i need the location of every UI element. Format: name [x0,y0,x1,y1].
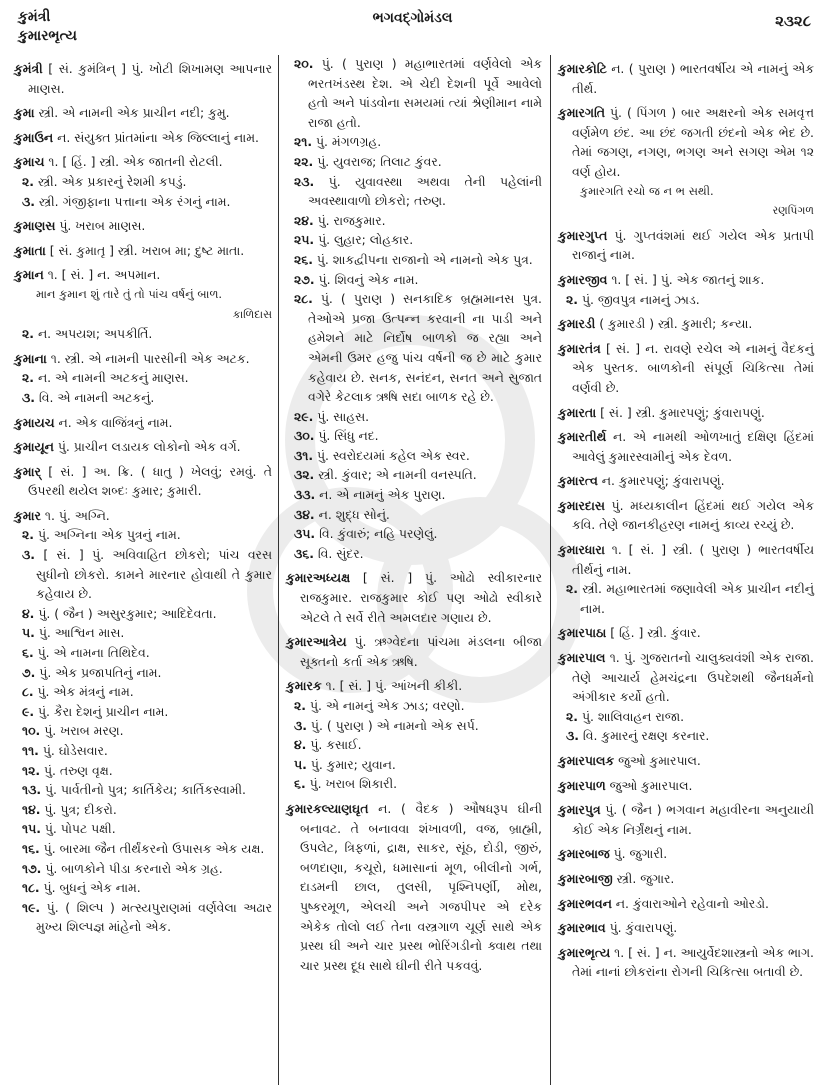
headword: કુમારપાલ [558,650,606,666]
sense [558,579,814,618]
headword: કુમારતા [558,404,597,420]
sense [286,407,542,427]
sense-text: પું. ખરાબ મરણ. [44,723,124,739]
sense [14,682,272,702]
headword: કુમાઉન [14,129,54,145]
definition: ૧. [ સં. ] સ્ત્રી. ( પુરાણ ) ભારતવર્ષીય તીર્થનું નામ. [572,542,814,577]
headword: કુમાર [14,507,41,523]
definition: ૧. પું. અગ્નિ. [44,507,110,523]
sense-text: પું. શાલિવાહન રાજા. [581,708,685,724]
dictionary-entry [558,427,814,466]
citation-quote: માન કુમાન શું તારે તું તો પાંચ વર્ષનું બાળ. [36,286,223,301]
sense-text: વિ. કુમારનું રક્ષણ કરનાર. [582,728,710,744]
dictionary-entry [558,270,814,290]
sense-number: ૩. [22,389,35,405]
sense [286,485,542,505]
dictionary-entry [558,623,814,643]
dictionary-entry [286,676,542,696]
sense-text: પું. કસાઈ. [310,737,362,753]
sense-text: [ સં. ] પું. અવિવાહિત છોકરો; પાંચ વરસ સુધીનો છોકરો. કામને મારનાર હોવાથી તે કુમાર કહેવાય છે. [36,547,272,602]
sense-number: ૩૨. [294,467,315,483]
dictionary-entry [14,413,272,433]
sense-text: પું. ઘોડેસવાર. [42,743,108,758]
headword: કુમાતા [14,242,46,258]
definition: ૧. પું. ગુજરાતનો ચાલુક્યવંશી એક રાજા. તેણે આચાર્ય હેમચંદ્રના ઉપદેશથી જૈનધર્મનો અંગીકાર કર્યો હતો. [572,650,814,705]
sense [14,839,272,859]
sense-text: સ્ત્રી. એક પ્રકારનું રેશમી કપડું. [37,173,187,189]
dictionary-entry [14,349,272,369]
sense-number: ૩. [294,717,307,733]
sense [286,152,542,172]
headword: કુમાચ [14,154,45,170]
definition: [ સં. ] સ્ત્રી. કુમારપણું; કુંવારાપણું. [600,404,765,420]
definition: પું. જુગારી. [613,846,668,862]
sense-text: પું. ( શિલ્પ ) મત્સ્યપુરાણમાં વર્ણવેલા અઢાર મુખ્ય શિલ્પજ્ઞ માંહેનો એક. [36,899,272,935]
dictionary-entry [14,103,272,123]
sense-number: ૨. [22,370,34,386]
headword: કુમારતંત્ર [558,340,601,356]
definition: ન. ( પુરાણ ) ભારતવર્ષીય એ નામનું એક તીર્થ. [572,61,814,96]
sense-number: ૫. [22,625,35,641]
sense-text: સ્ત્રી. કુંવાર; એ નામની વનસ્પતિ. [318,467,477,483]
sense-text: પું. બારમા જૈન તીર્થંકરનો ઉપાસક એક યક્ષ. [43,840,265,856]
sense-number: ૯. [22,703,35,719]
sense-number: ૭. [22,664,36,680]
dictionary-entry [14,462,272,501]
sense-text: પું. આશ્વિન માસ. [38,625,125,641]
sense-text: પું. ( જૈન ) અસુરકુમાર; આદિદેવતા. [38,605,217,621]
headword: કુમારક [286,678,322,694]
headword: કુમારપાઠા [558,625,607,641]
sense-text: પું. એક પ્રજાપતિનું નામ. [39,664,162,680]
headword: કુમા [14,105,35,121]
sense-text: પું. ખરાબ શિકારી. [309,776,398,792]
dictionary-entry [558,894,814,914]
sense [14,898,272,937]
sense [14,324,272,344]
definition: [ સં. ] ન. રાવણે રચેલ એ નામનું વૈદકનું એક પુસ્તક. બાળકોની સંપૂર્ણ ચિકિત્સા તેમાં વર્ણવી છે. [572,340,814,395]
column-1 [14,54,272,937]
sense-text: વિ. એ નામની અટકનું. [38,389,155,405]
dictionary-entry [558,648,814,707]
sense-number: ૨. [22,326,34,342]
sense-number: ૩૫. [294,526,316,542]
sense-text: વિ. કુંવારું; નહિ પરણેલું. [319,526,438,542]
sense-text: ન. અપયશ; અપકીર્તિ. [37,326,153,342]
headword: કુમારધારા [558,542,605,558]
definition: ન. કુંવારાઓને રહેવાનો ઓરડો. [615,895,769,911]
headword: કુમારબાજી [558,870,613,886]
dictionary-entry [14,241,272,261]
sense [558,707,814,727]
sense-number: ૩૬. [294,545,314,561]
headword: કુમારત્વ [558,473,598,489]
sense-number: ૩૦. [294,428,315,444]
definition: પું. મધ્યકાલીન હિંદમાં થઈ ગયેલ એક કવિ. તેણે જાનકીહરણ નામનું કાવ્ય રચ્યું છે. [572,497,814,533]
dictionary-entry [558,844,814,864]
definition: [ સં. કુમાતૃ ] સ્ત્રી. ખરાબ મા; દુષ્ટ માતા. [49,242,245,258]
headword: કુમાના [14,350,47,366]
sense [14,702,272,722]
guide-word-first: કુમંત્રી [18,9,51,25]
definition: જુઓ કુમારપાલ. [618,753,701,768]
sense-text: પું. યુવાવસ્થા અથવા તેની પહેલાંની અવસ્થાવાળો છોકરો; તરુણ. [308,173,542,209]
sense [14,819,272,839]
sense-number: ૨. [22,173,34,189]
sense-text: પું. પુત્ર; દીકરો. [44,801,117,817]
book-title: ભગવદ્ગોમંડલ [372,10,453,26]
sense-number: ૨૩. [294,173,315,189]
sense-text: પું. મંગળગ્રહ. [316,134,382,150]
sense [286,716,542,736]
sense [14,663,272,683]
sense-text: ન. શુદ્ધ સોનું. [318,506,390,522]
dictionary-entry [558,59,814,98]
sense-text: પું. એ નામનું એક ઝાડ; વરણો. [309,698,465,713]
sense-text: પું. ( પુરાણ ) એ નામનો એક સર્પ. [310,717,479,733]
sense [286,250,542,270]
sense [286,735,542,755]
definition: પું. ( જૈન ) ભગવાન મહાવીરના અનુયાયી કોઈ એક નિર્ગ્રંથનું નામ. [572,802,814,837]
sense [14,859,272,879]
definition: ૧. [ સં. ] ન. અપમાન. [47,267,161,283]
sense-number: ૮. [22,684,34,700]
citation-source: રણપિંગળ [772,204,814,218]
definition: ( કુમારડી ) સ્ત્રી. કુમારી; કન્યા. [599,316,753,332]
sense-text: પું. અગ્નિના એક પુત્રનું નામ. [37,527,181,543]
sense [14,780,272,800]
headword: કુમાણસ [14,218,56,234]
sense-number: ૪. [294,737,307,753]
sense-number: ૧૧. [22,743,39,758]
sense-number: ૨૭. [294,271,315,287]
dictionary-entry [558,918,814,938]
sense-text: પું. સ્વરોદયમાં કહેલ એક સ્વર. [316,447,470,463]
sense [14,172,272,192]
sense-text: પું. લુહાર; લોહકાર. [318,232,414,248]
definition: જુઓ કુમારપાલ. [609,777,693,793]
sense [14,545,272,604]
sense-text: પું. શાકદ્વીપના રાજાનો એ નામનો એક પુત્ર. [316,251,533,267]
sense-number: ૨૮. [294,291,313,307]
sense [14,721,272,741]
dictionary-entry [14,152,272,172]
dictionary-entry [558,776,814,796]
headword: કુમંત્રી [14,61,43,76]
definition: ન. સંયુક્ત પ્રાંતમાંના એક જિલ્લાનું નામ. [57,129,259,145]
sense [14,878,272,898]
sense-number: ૨. [294,698,306,713]
sense-number: ૧૬. [22,840,40,856]
sense-number: ૨. [566,291,578,307]
definition: ૧. સ્ત્રી. એ નામની પારસીની એક અટક. [50,350,250,366]
definition: [ સં. ] પું. ઓઢો સ્વીકારનાર રાજકુમાર. રાજકુમાર કોઈ પણ ઓઢો સ્વીકારે એટલે તે સર્વે રીતે અમલદાર ગણાય છે. [300,570,542,625]
sense-number: ૧૨. [22,762,41,778]
column-3 [558,54,814,982]
sense [558,726,814,746]
dictionary-entry [558,103,814,181]
sense [286,774,542,794]
sense-text: પું. તરુણ વૃક્ષ. [44,762,113,778]
definition: ન. કુમારપણું; કુંવારાપણું. [601,473,725,489]
sense-text: પું. સિંધુ નદ. [318,428,379,444]
dictionary-entry [558,800,814,839]
sense-text: પું. ( પુરાણ ) મહાભારતમાં વર્ણવેલો એક ભરતખંડસ્થ દેશ. એ ચેદી દેશની પૂર્વે આવેલો હતો અને પાંડવોના સમયમાં ત્યાં શ્રેણીમાન નામે રાજા હતો. [308,56,542,130]
definition: ન. ( વૈદક ) ઔષધરૂપ ઘીની બનાવટ. તે બનાવવા શંખાવળી, વજ, બ્રાહ્મી, ઉપલેટ, ત્રિફળાં, દ્રાક્ષ, સાકર, સૂંઠ, દોડી, જીરું, બળદાણા, કચૂરો, ધમાસાનાં મૂળ, બીલીનો ગર્ભ, દાડમની છાલ, તુલસી, પૃશ્નિપર્ણી, મોથ, પુષ્કરમૂળ, એલચી અને ગજપીપર એ દરેક એકેક તોલો લઈ તેના વસ્ત્રગાળ ચૂર્ણ સાથે એક પ્રસ્થ ઘી અને ચાર પ્રસ્થ ભોરિંગડીનો ક્વાથ તથા ચાર પ્રસ્થ દૂધ સાથે ઘીની રીતે પકવવું. [300,800,542,973]
headword: કુમાર્ [14,463,41,479]
headword: કુમારપુત્ર [558,802,601,818]
column-divider [550,55,551,1085]
sense-number: ૩. [22,193,35,209]
sense-number: ૨૬. [294,251,313,267]
sense-number: ૩૪. [294,506,315,522]
headword: કુમારપાળ [558,777,606,793]
sense [286,132,542,152]
sense-number: ૩૧. [294,447,314,463]
headword: કુમારતીર્થ [558,429,607,445]
citation-quote: કુમારગતિ રચો જ ન ભ સથી. [580,183,714,198]
headword: કુમારગુપ્ત [558,227,608,243]
sense-number: ૧૮. [22,880,40,896]
sense [286,211,542,231]
sense-text: પું. બુધનું એક નામ. [43,880,141,896]
sense [14,800,272,820]
sense [14,388,272,408]
sense-number: ૨૫. [294,232,315,248]
dictionary-entry [14,128,272,148]
sense [558,290,814,310]
sense-text: પું. પોપટ પક્ષી. [44,821,116,837]
dictionary-entry [558,496,814,535]
dictionary-entry [558,471,814,491]
sense [286,465,542,485]
definition: સ્ત્રી. જુગાર. [616,870,675,886]
dictionary-entry [14,216,272,236]
sense-number: ૧૩. [22,782,42,798]
citation-source: કાળિદાસ [232,307,272,321]
sense-text: પું. કુમાર; યુવાન. [310,756,396,772]
sense [14,368,272,388]
dictionary-entry [286,632,542,671]
headword: કુમારકોટિ [558,61,607,76]
dictionary-entry [558,869,814,889]
sense-text: સ્ત્રી. ગંજીફાના પત્તાના એક રંગનું નામ. [38,193,231,209]
definition: ૧. [ હિં. ] સ્ત્રી. એક જાતની રોટલી. [48,154,223,170]
sense [14,741,272,761]
sense-text: વિ. સુંદર. [317,545,364,561]
sense-text: પું. એક મંત્રનું નામ. [37,684,134,700]
sense-number: ૧૦. [22,723,41,739]
sense-number: ૨૨. [294,153,314,169]
headword: કુમારગતિ [558,105,605,121]
sense-number: ૪. [22,605,35,621]
definition: પું. ઋગ્વેદના પાંચમા મંડલના બીજા સૂક્તનો કર્તા એક ઋષિ. [300,634,542,669]
headword: કુમારકલ્યાણઘૃત [286,800,369,816]
dictionary-entry [14,265,272,285]
headword: કુમારભૃત્ય [558,944,611,960]
dictionary-entry [558,943,814,982]
sense-text: પું. શિવનું એક નામ. [318,271,419,287]
sense-number: ૨૧. [294,134,313,150]
definition: ૧. [ સં. ] પું. એક જાતનું શાક. [611,271,765,287]
sense-number: ૬. [294,776,306,792]
sense-number: ૨. [22,527,34,543]
sense-number: ૨. [566,581,578,597]
headword: કુમાયૂન [14,439,54,455]
headword: કુમારડી [558,316,596,332]
sense [14,643,272,663]
sense-number: ૨૯. [294,408,314,424]
sense [286,524,542,544]
sense [286,446,542,466]
sense-text: સ્ત્રી. મહાભારતમાં જણાવેલી એક પ્રાચીન નદીનું નામ. [580,581,814,616]
headword: કુમારજીવ [558,271,608,287]
dictionary-entry [14,506,272,526]
dictionary-entry [558,540,814,579]
sense [14,525,272,545]
definition: પું. ( પિંગળ ) બાર અક્ષરનો એક સમવૃત્ત વર્ણમેળ છંદ. આ છંદ જગતી છંદનો એક ભેદ છે. તેમાં જગણ, નગણ, ભગણ અને સગણ એમ ૧૨ વર્ણ હોય. [572,105,814,179]
sense-number: ૩૩. [294,487,316,503]
dictionary-entry [558,339,814,398]
headword: કુમારપાલક [558,753,615,768]
sense-number: ૬. [22,645,34,661]
sense [14,623,272,643]
definition: ન. એ નામથી ઓળખાતું દક્ષિણ હિંદમાં આવેલું કુમારસ્વામીનું એક દેવળ. [572,429,814,464]
definition: ન. એક વાજિંત્રનું નામ. [58,414,173,430]
sense-number: ૨૦. [294,56,314,71]
definition: ૧. [ સં. ] ન. આયુર્વેદશાસ્ત્રનો એક ભાગ. તેમાં નાનાં છોકરાંના રોગની ચિકિત્સા બતાવી છે. [572,944,814,980]
definition: પું. પ્રાચીન લડાયક લોકોનો એક વર્ગ. [57,439,241,455]
sense-number: ૧૯. [22,899,41,915]
definition: [ હિં. ] સ્ત્રી. કુંવાર. [610,625,701,641]
sense-text: પું. પાર્વતીનો પુત્ર; કાર્તિકેય; કાર્તિકસ્વામી. [44,782,246,798]
sense-number: ૧૪. [22,801,41,817]
definition: સ્ત્રી. એ નામની એક પ્રાચીન નદી; કુમુ. [38,105,230,121]
sense-number: ૩. [566,728,579,744]
sense-number: ૧૫. [22,821,41,837]
dictionary-entry [558,314,814,334]
sense [14,761,272,781]
sense [286,696,542,716]
headword: કુમારબાજ [558,846,610,862]
sense [286,270,542,290]
headword: કુમાન [14,267,44,283]
sense-number: ૧૭. [22,860,42,876]
sense-text: પું. બાળકોને પીડા કરનારો એક ગ્રહ. [45,860,223,876]
sense-text: પું. યુવરાજ; તિલાટ કુંવર. [317,153,442,169]
dictionary-entry [14,59,272,98]
definition: પું. કુંવારાપણું. [609,920,678,936]
column-2 [286,54,542,975]
definition: પું. ગુપ્તવંશમાં થઈ ગયેલ એક પ્રતાપી રાજાનું નામ. [572,227,814,263]
headword: કુમારભાવ [558,920,606,936]
dictionary-entry [286,568,542,627]
sense-text: પું. રાજકુમાર. [317,212,386,228]
headword: કુમાયચ [14,414,55,430]
definition: ૧. [ સં. ] પું. આંખની કીકી. [325,678,463,694]
definition: પું. ખરાબ માણસ. [59,218,146,234]
sense-number: ૨. [566,708,578,724]
sense [286,230,542,250]
sense-text: પું. સાહસ. [317,408,370,424]
sense-text: ન. એ નામની અટકનું માણસ. [37,370,189,386]
definition: [ સં. કુમંત્રિન્ ] પું. ખોટી શિખામણ આપનાર માણસ. [28,61,272,96]
guide-word-last: કુમારભૃત્ય [18,28,77,44]
sense-text: પું. ( પુરાણ ) સનકાદિક બ્રહ્મમાનસ પુત્ર. તેઓએ પ્રજા ઉત્પન્ન કરવાની ના પાડી અને હમેશને માટે નિર્દોષ બાળકો જ રહ્યા અને એમની ઉમર હજુ પાંચ વર્ષની જ છે માટે કુમાર કહેવાય છે. સનક, સનંદન, સનત અને સુજાત વગેરે કેટલાક ઋષિ સદા બાળક રહે છે. [308,291,542,405]
dictionary-entry [286,799,542,975]
sense [286,505,542,525]
sense-text: પું. કૈરા દેશનું પ્રાચીન નામ. [38,703,169,719]
sense [14,604,272,624]
sense [286,172,542,211]
sense [286,755,542,775]
column-divider [278,55,279,1085]
dictionary-entry [558,751,814,771]
sense [286,54,542,132]
sense-text: પું. જીવપુત્ર નામનું ઝાડ. [581,291,700,307]
dictionary-entry [14,437,272,457]
dictionary-entry [558,226,814,265]
sense [286,289,542,407]
dictionary-entry [558,403,814,423]
headword: કુમારઅધ્યક્ષ [286,570,351,586]
sense-number: ૫. [294,756,307,772]
sense [286,426,542,446]
sense [286,544,542,564]
sense [14,192,272,212]
sense-text: પું. એ નામના તિથિદેવ. [37,645,150,661]
headword: કુમારભવન [558,895,612,911]
page-number: ૨૩૨૮ [775,12,811,30]
sense-text: ન. એ નામનું એક પુરાણ. [319,487,446,503]
sense-number: ૨૪. [294,212,314,228]
headword: કુમારઆત્રેય [286,634,347,650]
headword: કુમારદાસ [558,497,605,513]
definition: [ સં. ] અ. ક્રિ. ( ધાતુ ) ખેલવું; રમવું. તે ઉપરથી થયેલ શબ્દઃ કુમાર; કુમારી. [28,463,272,499]
sense-number: ૩. [22,547,35,563]
